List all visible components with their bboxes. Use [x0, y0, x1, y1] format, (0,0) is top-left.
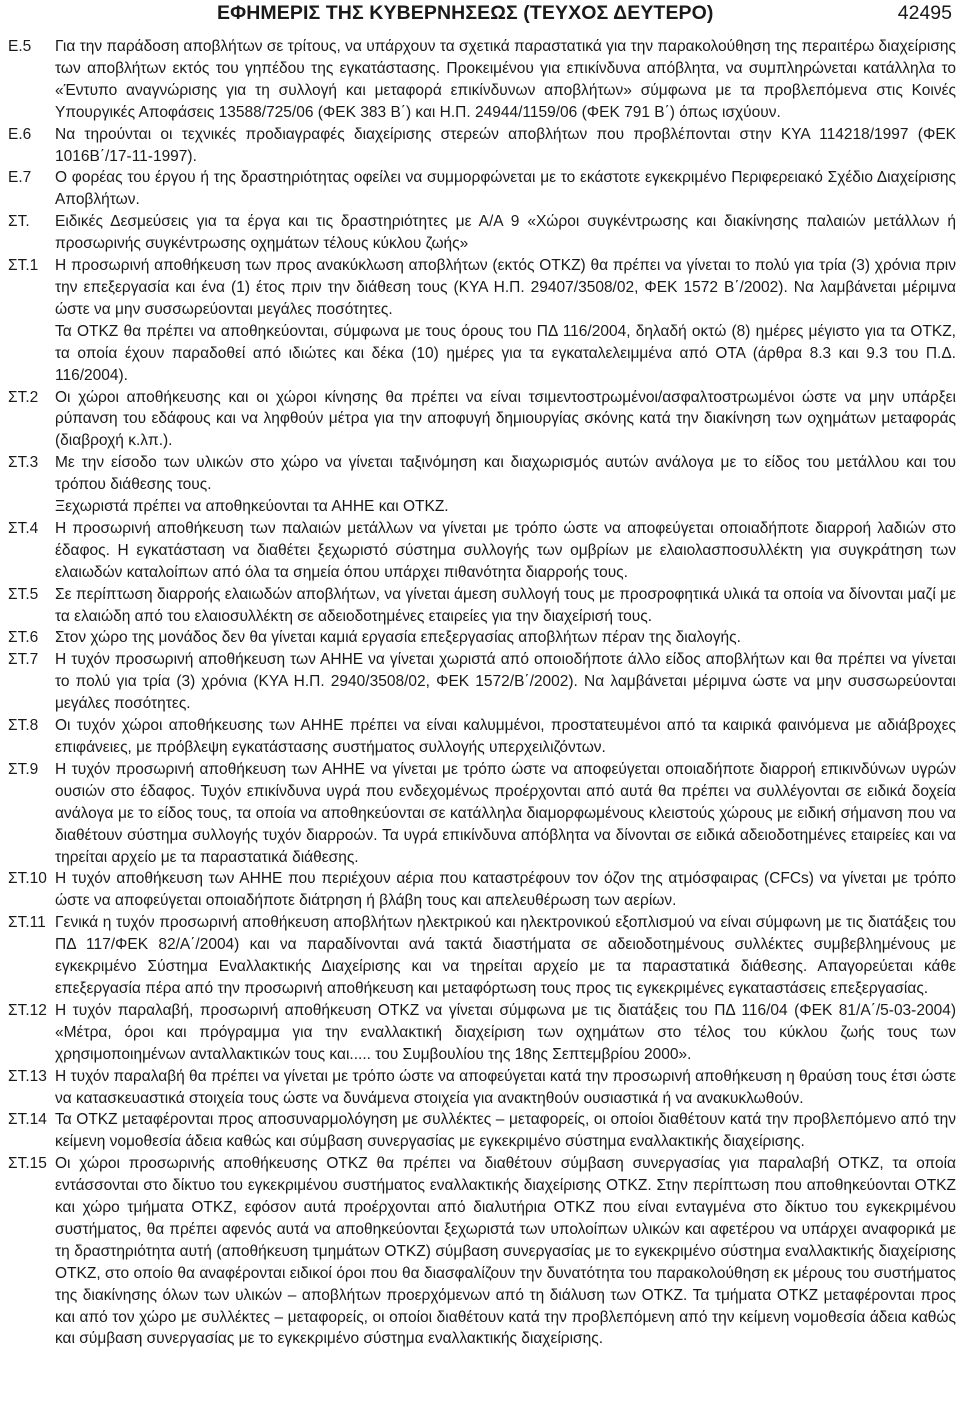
clause-item	[8, 1109, 956, 1153]
clause-item	[8, 715, 956, 759]
document-body	[8, 36, 956, 1350]
clause-paragraph: Η τυχόν παραλαβή θα πρέπει να γίνεται με τρόπο ώστε να αποφεύγεται κατά την προσωρινή αποθήκευση η θραύση τους έτσι ώστε να κατασκευαστικά στοιχεία τους ώστε να δυνάμενα στοιχεία για ανακτηθούν ουσιαστικά ή να ανακυκλωθούν.	[55, 1067, 956, 1107]
clause-label: ΣΤ.5	[8, 585, 39, 603]
clause-text	[55, 759, 956, 869]
clause-text	[55, 1066, 956, 1110]
clause-label: ΣΤ.15	[8, 1155, 47, 1173]
clause-text	[55, 255, 956, 386]
clause-text	[55, 649, 956, 715]
clause-paragraph: Η τυχόν προσωρινή αποθήκευση των ΑΗΗΕ να γίνεται με τρόπο ώστε να αποφεύγεται οποιαδήποτε διαρροή επικινδύνων υγρών ουσιών στο έδαφος. Τυχόν επικίνδυνα υγρά που ενδεχομένως προέρχονται από αυτά θα πρέπει να συλλέγονται σε ειδικά δοχεία ανάλογα με το είδος τους, τα οποία να αποθηκεύονται σε κατάλληλα διαμορφωμένους κλειστούς χώρους με ειδική σήμανση που να διαθέτουν σύστημα συλλογής τυχόν διαρροών. Τα υγρά επικίνδυνα απόβλητα να δίνονται σε ειδικά αδειοδοτημένες εταιρείες και να τηρείται αρχείο με τα παραστατικά διάθεσης.	[55, 760, 956, 866]
clause-paragraph: Η τυχόν παραλαβή, προσωρινή αποθήκευση ΟΤΚΖ να γίνεται σύμφωνα με τις διατάξεις του ΠΔ 116/04 (ΦΕΚ 81/Α΄/5-03-2004) «Μέτρα, όροι και πρόγραμμα για την εναλλακτική διαχείριση των οχημάτων στο τέλος του κύκλου ζωής τους των χρησιμοποιημένων ανταλλακτικών τους και..... του Συμβουλίου της 18ης Σεπτεμβρίου 2000».	[55, 1001, 956, 1063]
clause-text	[55, 167, 956, 211]
clause-label: ΣΤ.3	[8, 454, 39, 472]
clause-text	[55, 584, 956, 628]
clause-label: Ε.6	[8, 125, 32, 143]
clause-text	[55, 211, 956, 255]
page-header	[0, 0, 960, 28]
clause-item	[8, 255, 956, 386]
clause-paragraph: Τα ΟΤΚΖ μεταφέρονται προς αποσυναρμολόγηση με συλλέκτες – μεταφορείς, οι οποίοι διαθέτουν κατά την προβλεπόμενο από την κείμενη νομοθεσία άδεια καθώς και σύμβαση συνεργασίας με εγκεκριμένο σύστημα εναλλακτικής διαχείρισης.	[55, 1111, 956, 1151]
clause-text	[55, 124, 956, 168]
clause-text	[55, 387, 956, 453]
clause-paragraph: Οι χώροι αποθήκευσης και οι χώροι κίνησης θα πρέπει να είναι τσιμεντοστρωμένοι/ασφαλτοστρωμένοι ώστε να μην υπάρξει ρύπανση του εδάφους και να ληφθούν μέτρα για την αποφυγή δημιουργίας σκόνης κατά την διακίνηση των οχημάτων μεταφοράς (διαβροχή κ.λπ.).	[55, 388, 956, 450]
clause-label: ΣΤ.11	[8, 914, 46, 932]
clause-item	[8, 1066, 956, 1110]
clause-paragraph: Για την παράδοση αποβλήτων σε τρίτους, να υπάρχουν τα σχετικά παραστατικά για την παρακολούθηση της περαιτέρω διαχείρισης των αποβλήτων εκτός του γηπέδου της εγκατάστασης. Προκειμένου για επικίνδυνα απόβλητα, να συμπληρώνεται κατάλληλα το «Έντυπο αναγνώρισης για τη συλλογή και μεταφορά επικίνδυνων αποβλήτων» σύμφωνα με τα προβλεπόμενα στις Κοινές Υπουργικές Αποφάσεις 13588/725/06 (ΦΕΚ 383 Β΄) και Η.Π. 24944/1159/06 (ΦΕΚ 791 Β΄) όπως ισχύουν.	[55, 38, 956, 121]
clause-label: Ε.7	[8, 169, 32, 187]
clause-text	[55, 868, 956, 912]
clause-label: ΣΤ.4	[8, 519, 39, 537]
clause-paragraph: Γενικά η τυχόν προσωρινή αποθήκευση αποβλήτων ηλεκτρικού και ηλεκτρονικού εξοπλισμού να είναι σύμφωνη με τις διατάξεις του ΠΔ 117/ΦΕΚ 82/Α΄/2004) και να παραδίνονται ανά τακτά διαστήματα σε αδειοδοτημένους συλλέκτες συμβεβλημένους με εγκεκριμένο Σύστημα Εναλλακτικής Διαχείρισης και να τηρείται αρχείο με τα παραστατικά διάθεσης. Απαγορεύεται κάθε επεξεργασία πέρα από την προσωρινή αποθήκευση και μεταφόρτωση τους προς τις εγκεκριμένες εγκαταστάσεις επεξεργασίας.	[55, 914, 956, 997]
clause-label: ΣΤ.	[8, 213, 30, 231]
clause-paragraph: Σε περίπτωση διαρροής ελαιωδών αποβλήτων, να γίνεται άμεση συλλογή τους με προσροφητικά υλικά τα οποία να δίνονται μαζί με τα ελαιώδη από του ελαιοσυλλέκτη σε αδειοδοτημένες εταιρείες για την διαχείρισή τους.	[55, 585, 956, 625]
clause-item	[8, 759, 956, 869]
clause-item	[8, 649, 956, 715]
clause-item	[8, 912, 956, 1000]
clause-item	[8, 124, 956, 168]
clause-label: ΣΤ.7	[8, 651, 39, 669]
gazette-title: ΕΦΗΜΕΡΙΣ ΤΗΣ ΚΥΒΕΡΝΗΣΕΩΣ (ΤΕΥΧΟΣ ΔΕΥΤΕΡΟ)	[217, 2, 714, 24]
clause-label: ΣΤ.14	[8, 1111, 47, 1129]
clause-paragraph: Οι χώροι προσωρινής αποθήκευσης ΟΤΚΖ θα πρέπει να διαθέτουν σύμβαση συνεργασίας για παραλαβή ΟΤΚΖ, τα οποία εντάσσονται στο δίκτυο του εγκεκριμένου συστήματος εναλλακτικής διαχείρισης ΟΤΚΖ. Στην περίπτωση που αποθηκεύονται ΟΤΚΖ και χώρο τμήματα ΟΤΚΖ, εφόσον αυτά προέρχονται από διαλυτήρια ΟΤΚΖ που είναι ενταγμένα στο δίκτυο του εγκεκριμένου συστήματος, θα πρέπει αφενός αυτά να αποθηκεύονται ξεχωριστά των υπολοίπων υλικών και αφετέρου να υπάρχει αναφορικά με τη δραστηριότητα αυτή (αποθήκευση τμημάτων ΟΤΚΖ) σύμβαση συνεργασίας με το εγκεκριμένο σύστημα εναλλακτικής διαχείρισης ΟΤΚΖ, στο οποίο θα αναφέρονται ειδικοί όροι που θα διασφαλίζουν την δυνατότητα του παρακολούθηση εκ μέρους του συστήματος της διακίνησης όλων των υλικών – αποβλήτων προερχόμενων από τη διάλυση των ΟΤΚΖ. Τα τμήματα ΟΤΚΖ μεταφέρονται προς και από τον χώρο με συλλέκτες – μεταφορείς, οι οποίοι διαθέτουν κατά την προβλεπόμενη από την κείμενη νομοθεσία άδεια καθώς και σύμβαση συνεργασίας με το εγκεκριμένο σύστημα εναλλακτικής διαχείρισης.	[55, 1155, 956, 1348]
clause-text	[55, 518, 956, 584]
clause-paragraph: Με την είσοδο των υλικών στο χώρο να γίνεται ταξινόμηση και διαχωρισμός αυτών ανάλογα με το είδος του μετάλλου και του τρόπου διάθεσης τους.	[55, 454, 956, 494]
clause-paragraph: Να τηρούνται οι τεχνικές προδιαγραφές διαχείρισης στερεών αποβλήτων που προβλέπονται στην ΚΥΑ 114218/1997 (ΦΕΚ 1016Β΄/17-11-1997).	[55, 125, 956, 165]
clause-text	[55, 1109, 956, 1153]
clause-paragraph: Η τυχόν αποθήκευση των ΑΗΗΕ που περιέχουν αέρια που καταστρέφουν τον όζον της ατμόσφαιρας (CFCs) να γίνεται με τρόπο ώστε να αποφεύγεται οποιαδήποτε διάτρηση ή βλάβη τους και απελευθέρωση των αερίων.	[55, 870, 956, 910]
clause-item	[8, 868, 956, 912]
clause-paragraph: Η προσωρινή αποθήκευση των προς ανακύκλωση αποβλήτων (εκτός ΟΤΚΖ) θα πρέπει να γίνεται το πολύ για τρία (3) χρόνια πριν την επεξεργασία και ένα (1) έτος πριν την διάθεση τους (ΚΥΑ Η.Π. 29407/3508/02, ΦΕΚ 1572 Β΄/2002). Να λαμβάνεται μέριμνα ώστε να μην συσσωρεύονται μεγάλες ποσότητες.	[55, 257, 956, 318]
clause-item	[8, 627, 956, 649]
clause-item	[8, 1153, 956, 1350]
clause-label: ΣΤ.10	[8, 870, 47, 888]
clause-item	[8, 1000, 956, 1066]
clause-paragraph: Στον χώρο της μονάδος δεν θα γίνεται καμιά εργασία επεξεργασίας αποβλήτων πέραν της διαλογής.	[55, 629, 741, 647]
clause-item	[8, 387, 956, 453]
clause-paragraph: Τα ΟΤΚΖ θα πρέπει να αποθηκεύονται, σύμφωνα με τους όρους του ΠΔ 116/2004, δηλαδή οκτώ (8) ημέρες μέγιστο για τα ΟΤΚΖ, τα οποία έχουν παραδοθεί από ιδιώτες και δέκα (10) ημέρες για τα εγκαταλελειμμένα από ΟΤΑ (άρθρα 8.3 και 9.3 του Π.Δ. 116/2004).	[55, 322, 956, 384]
clause-item	[8, 211, 956, 255]
clause-item	[8, 36, 956, 124]
clause-text	[55, 715, 956, 759]
clause-item	[8, 584, 956, 628]
clause-label: ΣΤ.13	[8, 1067, 47, 1085]
clause-paragraph: Οι τυχόν χώροι αποθήκευσης των ΑΗΗΕ πρέπει να είναι καλυμμένοι, προστατευμένοι από τα καιρικά φαινόμενα με αδιάβροχες επιφάνειες, με πρόβλεψη εγκατάστασης συστήματος συλλογής υπερχειλιζόντων.	[55, 717, 956, 756]
clause-label: ΣΤ.1	[8, 257, 39, 275]
page-number: 42495	[897, 2, 952, 24]
clause-paragraph: Ειδικές Δεσμεύσεις για τα έργα και τις δραστηριότητες με Α/Α 9 «Χώροι συγκέντρωσης και διακίνησης παλαιών μετάλλων ή προσωρινής συγκέντρωσης οχημάτων τέλους κύκλου ζωής»	[55, 213, 956, 253]
clause-label: Ε.5	[8, 38, 32, 55]
clause-label: ΣΤ.12	[8, 1001, 47, 1019]
clause-item	[8, 167, 956, 211]
clause-paragraph: Ο φορέας του έργου ή της δραστηριότητας οφείλει να συμμορφώνεται με το εκάστοτε εγκεκριμένο Περιφερειακό Σχέδιο Διαχείρισης Αποβλήτων.	[55, 169, 956, 209]
clause-label: ΣΤ.8	[8, 717, 39, 735]
clause-label: ΣΤ.2	[8, 388, 39, 406]
clause-paragraph: Ξεχωριστά πρέπει να αποθηκεύονται τα ΑΗΗΕ και ΟΤΚΖ.	[55, 498, 449, 516]
clause-text	[55, 627, 956, 649]
clause-text	[55, 1153, 956, 1350]
clause-paragraph: Η προσωρινή αποθήκευση των παλαιών μετάλλων να γίνεται με τρόπο ώστε να αποφεύγεται οποιαδήποτε διαρροή λαδιών στο έδαφος. Η εγκατάσταση να διαθέτει ξεχωριστό σύστημα συλλογής των ομβρίων με ελαιολασποσυλλέκτη για συγκράτηση των ελαιωδών καταλοίπων από όλα τα σημεία όπου υπάρχει πιθανότητα διαρροής τους.	[55, 519, 956, 581]
clause-text	[55, 912, 956, 1000]
clause-item	[8, 452, 956, 518]
clause-text	[55, 1000, 956, 1066]
clause-item	[8, 518, 956, 584]
clause-text	[55, 452, 956, 518]
clause-paragraph: Η τυχόν προσωρινή αποθήκευση των ΑΗΗΕ να γίνεται χωριστά από οποιοδήποτε άλλο είδος αποβλήτων και θα πρέπει να γίνεται το πολύ για τρία (3) χρόνια (ΚΥΑ Η.Π. 2940/3508/02, ΦΕΚ 1572/Β΄/2002). Να λαμβάνεται μέριμνα ώστε να μην συσσωρεύονται μεγάλες ποσότητες.	[55, 651, 956, 713]
clause-label: ΣΤ.9	[8, 760, 39, 778]
clause-text	[55, 36, 956, 124]
clause-label: ΣΤ.6	[8, 629, 39, 647]
